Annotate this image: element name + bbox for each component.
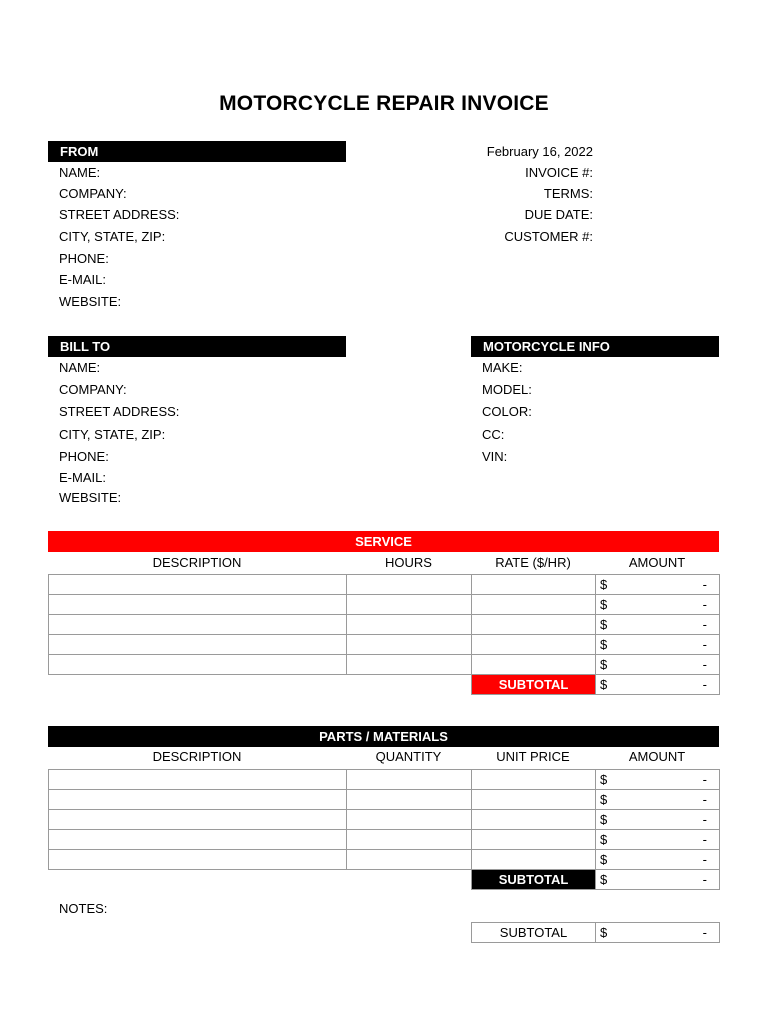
- parts-subtotal-amount: [596, 870, 720, 890]
- grand-subtotal-amount: [596, 923, 720, 943]
- table-row: [49, 635, 720, 655]
- cc-label: CC:: [482, 427, 505, 442]
- bill-to-street-label: STREET ADDRESS:: [59, 404, 180, 419]
- service-hours-cell[interactable]: [347, 615, 472, 635]
- service-hours-cell[interactable]: [347, 595, 472, 615]
- currency-symbol: $: [600, 617, 608, 632]
- currency-symbol: $: [600, 925, 608, 940]
- bill-to-city-label: CITY, STATE, ZIP:: [59, 427, 166, 442]
- currency-symbol: $: [600, 812, 608, 827]
- service-subtotal-amount: [596, 675, 720, 695]
- parts-quantity-cell[interactable]: [347, 810, 472, 830]
- currency-symbol: $: [600, 792, 608, 807]
- currency-symbol: $: [600, 852, 608, 867]
- parts-col-amount: AMOUNT: [628, 749, 686, 764]
- currency-symbol: $: [600, 677, 608, 692]
- bill-to-website-label: WEBSITE:: [59, 490, 122, 505]
- bill-to-phone-label: PHONE:: [59, 449, 109, 464]
- amount-value: -: [702, 852, 707, 867]
- currency-symbol: $: [600, 597, 608, 612]
- parts-unit-price-cell[interactable]: [472, 790, 596, 810]
- service-col-rate: RATE ($/HR): [495, 555, 571, 570]
- table-row: [49, 595, 720, 615]
- bill-to-header: BILL TO: [48, 336, 346, 357]
- service-rate-cell[interactable]: [472, 635, 596, 655]
- table-row: [49, 655, 720, 675]
- from-street-label: STREET ADDRESS:: [59, 207, 180, 222]
- parts-unit-price-cell[interactable]: [472, 770, 596, 790]
- parts-col-description: DESCRIPTION: [152, 749, 242, 764]
- parts-amount-cell: [596, 770, 720, 790]
- service-hours-cell[interactable]: [347, 575, 472, 595]
- service-rate-cell[interactable]: [472, 595, 596, 615]
- service-description-cell[interactable]: [49, 595, 347, 615]
- invoice-title: MOTORCYCLE REPAIR INVOICE: [219, 92, 549, 115]
- bill-to-name-label: NAME:: [59, 360, 101, 375]
- parts-amount-cell: [596, 850, 720, 870]
- parts-description-cell[interactable]: [49, 790, 347, 810]
- bill-to-email-label: E-MAIL:: [59, 470, 106, 485]
- amount-value: -: [702, 637, 707, 652]
- invoice-number-label: INVOICE #:: [525, 165, 593, 180]
- parts-col-unit-price: UNIT PRICE: [496, 749, 570, 764]
- currency-symbol: $: [600, 772, 608, 787]
- service-header: SERVICE: [48, 531, 719, 552]
- terms-label: TERMS:: [543, 186, 593, 201]
- customer-number-label: CUSTOMER #:: [504, 229, 593, 244]
- table-row: [49, 810, 720, 830]
- amount-value: -: [702, 792, 707, 807]
- parts-header: PARTS / MATERIALS: [48, 726, 719, 747]
- amount-value: -: [702, 872, 707, 887]
- service-amount-cell: [596, 635, 720, 655]
- amount-value: -: [702, 577, 707, 592]
- model-label: MODEL:: [482, 382, 532, 397]
- amount-value: -: [702, 832, 707, 847]
- service-description-cell[interactable]: [49, 655, 347, 675]
- parts-description-cell[interactable]: [49, 850, 347, 870]
- parts-subtotal-row: [49, 870, 720, 890]
- parts-description-cell[interactable]: [49, 830, 347, 850]
- amount-value: -: [702, 597, 707, 612]
- service-rate-cell[interactable]: [472, 655, 596, 675]
- service-col-amount: AMOUNT: [628, 555, 686, 570]
- parts-quantity-cell[interactable]: [347, 850, 472, 870]
- due-date-label: DUE DATE:: [524, 207, 593, 222]
- table-row: [49, 790, 720, 810]
- make-label: MAKE:: [482, 360, 523, 375]
- service-amount-cell: [596, 655, 720, 675]
- grand-subtotal-table: [471, 922, 720, 943]
- service-amount-cell: [596, 595, 720, 615]
- amount-value: -: [702, 925, 707, 940]
- amount-value: -: [702, 657, 707, 672]
- currency-symbol: $: [600, 577, 608, 592]
- table-row: [49, 850, 720, 870]
- service-rate-cell[interactable]: [472, 575, 596, 595]
- parts-col-quantity: QUANTITY: [375, 749, 442, 764]
- parts-amount-cell: [596, 790, 720, 810]
- parts-quantity-cell[interactable]: [347, 830, 472, 850]
- service-table: [48, 574, 720, 695]
- parts-quantity-cell[interactable]: [347, 790, 472, 810]
- parts-amount-cell: [596, 810, 720, 830]
- parts-quantity-cell[interactable]: [347, 770, 472, 790]
- service-amount-cell: [596, 575, 720, 595]
- service-description-cell[interactable]: [49, 615, 347, 635]
- grand-subtotal-label: SUBTOTAL: [472, 923, 596, 943]
- notes-label: NOTES:: [59, 901, 108, 916]
- grand-subtotal-row: [472, 923, 720, 943]
- parts-unit-price-cell[interactable]: [472, 810, 596, 830]
- parts-description-cell[interactable]: [49, 810, 347, 830]
- amount-value: -: [702, 812, 707, 827]
- service-subtotal-row: [49, 675, 720, 695]
- from-email-label: E-MAIL:: [59, 272, 106, 287]
- service-description-cell[interactable]: [49, 575, 347, 595]
- invoice-date: February 16, 2022: [486, 144, 593, 159]
- parts-subtotal-label: SUBTOTAL: [472, 870, 596, 890]
- table-row: [49, 575, 720, 595]
- from-company-label: COMPANY:: [59, 186, 127, 201]
- currency-symbol: $: [600, 832, 608, 847]
- from-phone-label: PHONE:: [59, 251, 109, 266]
- from-website-label: WEBSITE:: [59, 294, 122, 309]
- from-city-label: CITY, STATE, ZIP:: [59, 229, 166, 244]
- vin-label: VIN:: [482, 449, 508, 464]
- parts-amount-cell: [596, 830, 720, 850]
- parts-table: [48, 769, 720, 890]
- amount-value: -: [702, 677, 707, 692]
- service-hours-cell[interactable]: [347, 635, 472, 655]
- parts-unit-price-cell[interactable]: [472, 830, 596, 850]
- amount-value: -: [702, 772, 707, 787]
- currency-symbol: $: [600, 657, 608, 672]
- service-description-cell[interactable]: [49, 635, 347, 655]
- service-amount-cell: [596, 615, 720, 635]
- amount-value: -: [702, 617, 707, 632]
- currency-symbol: $: [600, 872, 608, 887]
- currency-symbol: $: [600, 637, 608, 652]
- from-name-label: NAME:: [59, 165, 101, 180]
- bill-to-company-label: COMPANY:: [59, 382, 127, 397]
- color-label: COLOR:: [482, 404, 532, 419]
- from-header: FROM: [48, 141, 346, 162]
- motorcycle-info-header: MOTORCYCLE INFO: [471, 336, 719, 357]
- service-rate-cell[interactable]: [472, 615, 596, 635]
- table-row: [49, 770, 720, 790]
- table-row: [49, 615, 720, 635]
- parts-unit-price-cell[interactable]: [472, 850, 596, 870]
- parts-description-cell[interactable]: [49, 770, 347, 790]
- table-row: [49, 830, 720, 850]
- service-col-hours: HOURS: [385, 555, 432, 570]
- service-hours-cell[interactable]: [347, 655, 472, 675]
- service-col-description: DESCRIPTION: [152, 555, 242, 570]
- service-subtotal-label: SUBTOTAL: [472, 675, 596, 695]
